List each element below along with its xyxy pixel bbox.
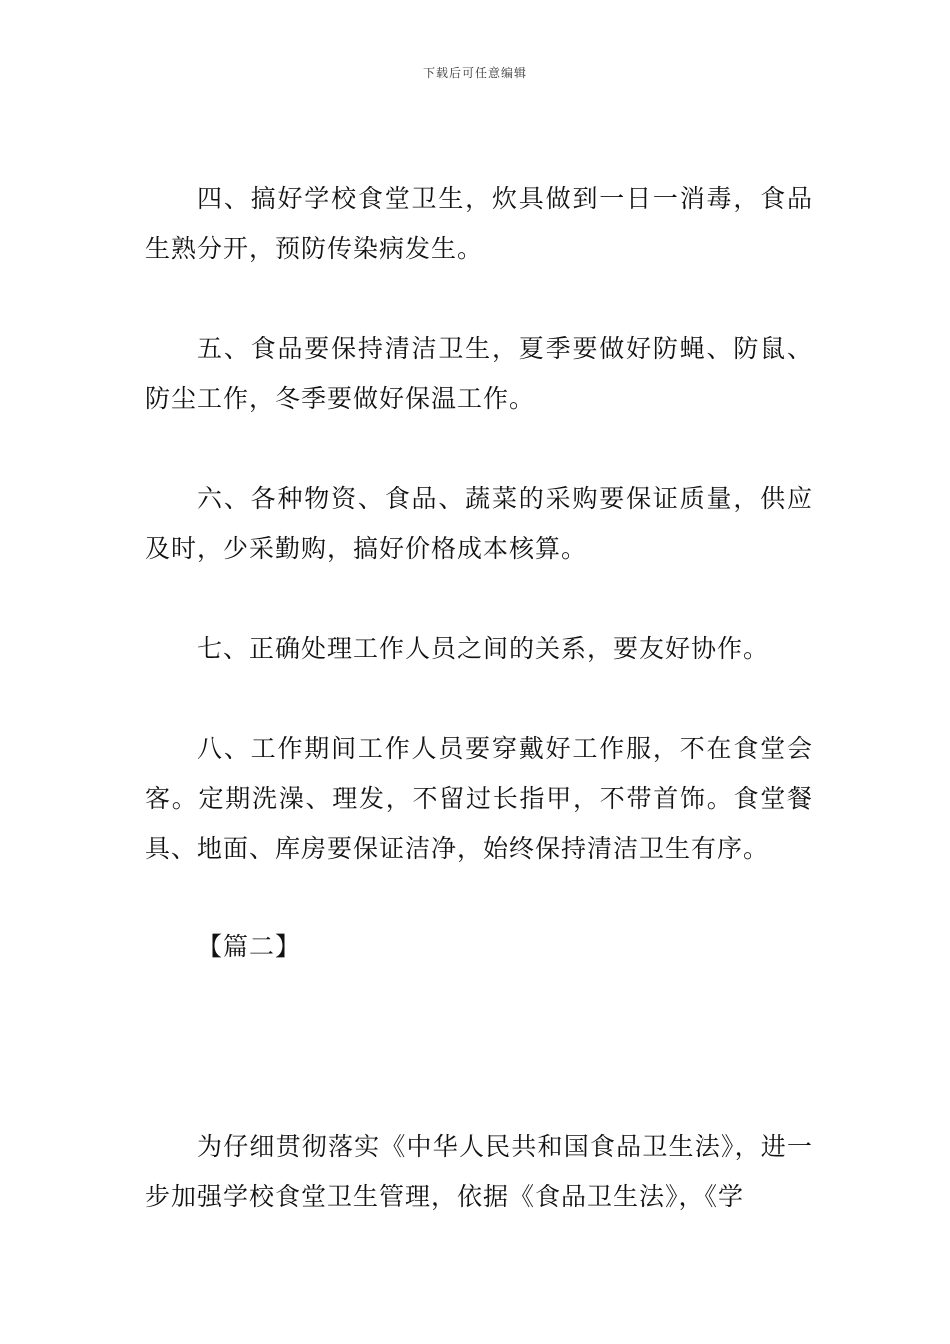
paragraph-item-4: 四、搞好学校食堂卫生，炊具做到一日一消毒，食品生熟分开，预防传染病发生。 [145,184,813,263]
paragraph-item-7: 七、正确处理工作人员之间的关系，要友好协作。 [197,634,770,663]
header-note: 下载后可任意编辑 [422,66,527,80]
paragraph-item-6: 六、各种物资、食品、蔬菜的采购要保证质量，供应及时，少采勤购，搞好价格成本核算。 [145,484,813,563]
paragraph-item-5: 五、食品要保持清洁卫生，夏季要做好防蝇、防鼠、防尘工作，冬季要做好保温工作。 [145,334,813,413]
section-intro-paragraph: 为仔细贯彻落实《中华人民共和国食品卫生法》，进一步加强学校食堂卫生管理，依据《食品卫生法》，《学 [145,1132,813,1211]
paragraph-item-8: 八、工作期间工作人员要穿戴好工作服，不在食堂会客。定期洗澡、理发，不留过长指甲，不带首饰。食堂餐具、地面、库房要保证洁净，始终保持清洁卫生有序。 [145,734,813,863]
section-heading: 【篇二】 [197,932,302,961]
